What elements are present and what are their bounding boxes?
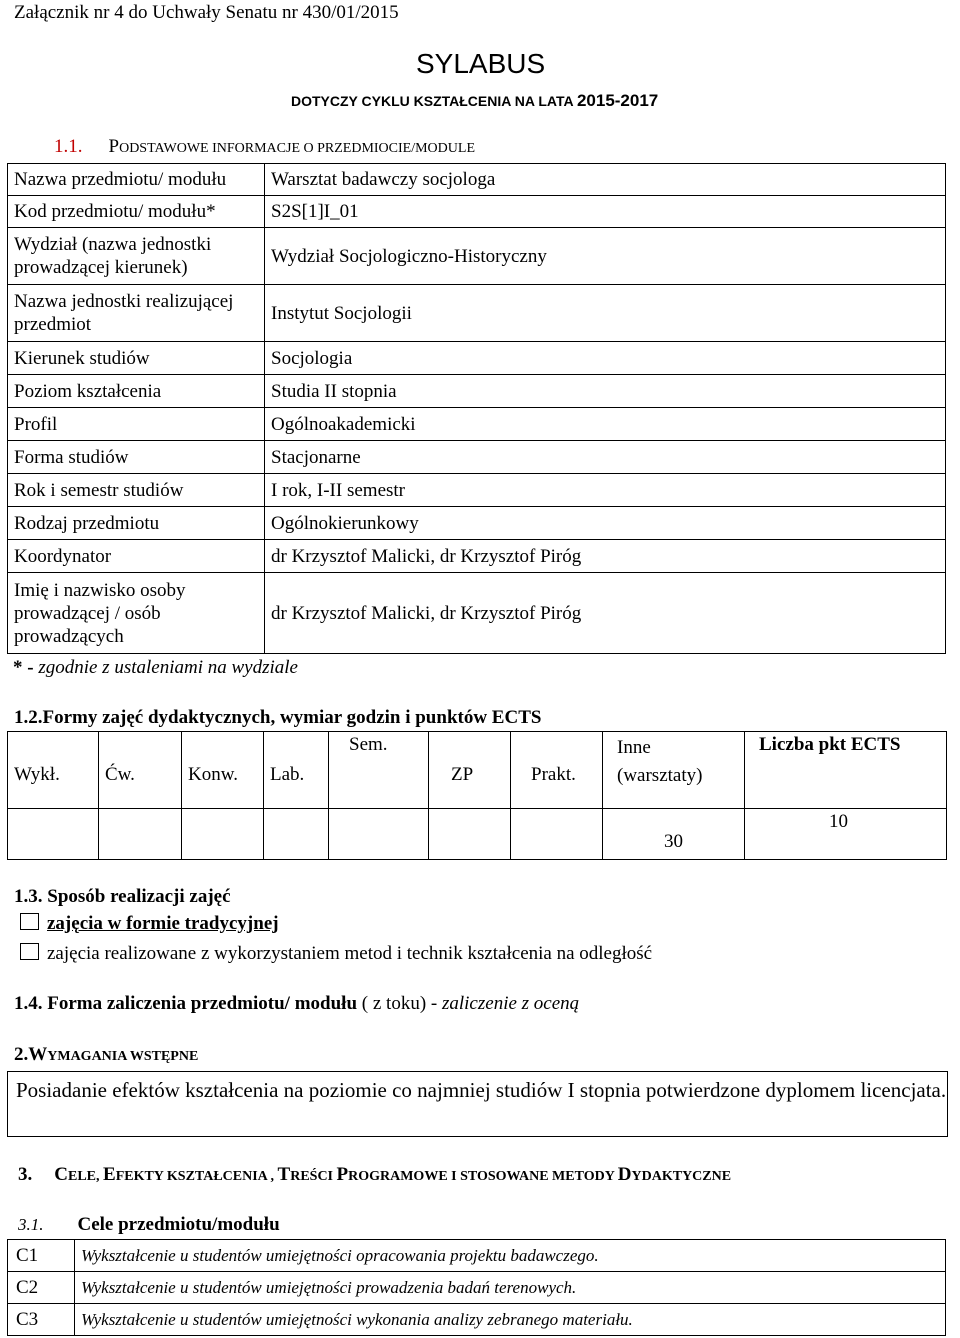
- section-1-4-value: zaliczenie z oceną: [441, 993, 580, 1014]
- section-1-4-label: 1.4. Forma zaliczenia przedmiotu/ modułu: [14, 993, 358, 1014]
- header-cell: Lab.: [264, 732, 329, 809]
- subtitle-text: DOTYCZY CYKLU KSZTAŁCENIA NA LATA: [291, 93, 577, 109]
- row-value: Studia II stopnia: [265, 375, 946, 408]
- header-cell: Konw.: [182, 732, 264, 809]
- section-1-2-heading: 1.2.Formy zajęć dydaktycznych, wymiar godzin i punktów ECTS: [14, 707, 542, 728]
- header-cell: Sem.: [329, 732, 429, 809]
- section-1-4: [14, 993, 579, 1015]
- section-title-cap: P: [108, 136, 120, 157]
- row-label: Nazwa przedmiotu/ modułu: [8, 164, 265, 196]
- row-label: Imię i nazwisko osoby prowadzącej / osób prowadzących: [8, 573, 265, 654]
- row-value: Instytut Socjologii: [265, 285, 946, 342]
- footnote: [13, 657, 298, 679]
- table-row: [8, 375, 946, 408]
- table-row: [8, 408, 946, 441]
- title-cap: E: [103, 1164, 116, 1185]
- option-label: zajęcia w formie tradycyjnej: [47, 913, 279, 934]
- table-row: [8, 285, 946, 342]
- section-title: Cele przedmiotu/modułu: [77, 1214, 280, 1235]
- hours-values-row: [8, 809, 947, 860]
- section-title-cap: W: [28, 1044, 48, 1065]
- header-cell: Liczba pkt ECTS: [745, 732, 947, 809]
- table-row: [8, 164, 946, 196]
- goals-table: [7, 1239, 946, 1336]
- goal-code: C2: [8, 1272, 75, 1304]
- section-number: 3.: [18, 1164, 33, 1185]
- table-row: [8, 573, 946, 654]
- subtitle-years: 2015-2017: [576, 91, 659, 110]
- title-smallcaps: FEKTY KSZTAŁCENIA ,: [115, 1169, 278, 1184]
- value-cell: 10: [745, 809, 947, 860]
- row-value: S2S[1]I_01: [265, 196, 946, 228]
- table-row: [8, 1272, 946, 1304]
- document-subtitle: [291, 91, 658, 111]
- table-row: [8, 441, 946, 474]
- title-smallcaps: ELE,: [67, 1169, 103, 1184]
- checkbox-icon[interactable]: [20, 943, 39, 960]
- section-title: ODSTAWOWE INFORMACJE O PRZEDMIOCIE/MODULE: [119, 141, 475, 156]
- row-label: Forma studiów: [8, 441, 265, 474]
- section-number: 1.1.: [54, 136, 83, 157]
- footnote-star: * -: [13, 657, 39, 678]
- title-smallcaps: REŚCI: [290, 1169, 337, 1184]
- table-row: [8, 474, 946, 507]
- section-3-heading: [18, 1164, 731, 1186]
- checkbox-icon[interactable]: [20, 913, 39, 930]
- title-cap: D: [617, 1164, 632, 1185]
- row-label: Rok i semestr studiów: [8, 474, 265, 507]
- value-cell: [99, 809, 182, 860]
- table-row: [8, 1240, 946, 1272]
- value-cell: [8, 809, 99, 860]
- row-value: Warsztat badawczy socjologa: [265, 164, 946, 196]
- header-cell: Prakt.: [511, 732, 603, 809]
- hours-table: [7, 731, 947, 860]
- value-cell: 30: [603, 809, 745, 860]
- title-cap: P: [336, 1164, 349, 1185]
- goal-code: C1: [8, 1240, 75, 1272]
- goal-text: Wykształcenie u studentów umiejętności prowadzenia badań terenowych.: [75, 1272, 946, 1304]
- document-title: SYLABUS: [416, 48, 546, 79]
- header-cell: Inne (warsztaty): [603, 732, 745, 809]
- title-cap: T: [277, 1164, 291, 1185]
- value-cell: [182, 809, 264, 860]
- value-cell: [329, 809, 429, 860]
- prerequisites-box: Posiadanie efektów kształcenia na poziomie co najmniej studiów I stopnia potwierdzone dyplomem licencjata.: [7, 1071, 948, 1137]
- row-value: dr Krzysztof Malicki, dr Krzysztof Piróg: [265, 540, 946, 573]
- value-cell: [511, 809, 603, 860]
- goal-code: C3: [8, 1304, 75, 1336]
- goal-text: Wykształcenie u studentów umiejętności opracowania projektu badawczego.: [75, 1240, 946, 1272]
- table-row: [8, 507, 946, 540]
- row-label: Rodzaj przedmiotu: [8, 507, 265, 540]
- row-value: I rok, I-II semestr: [265, 474, 946, 507]
- row-label: Poziom kształcenia: [8, 375, 265, 408]
- footnote-text: zgodnie z ustaleniami na wydziale: [38, 657, 298, 678]
- row-label: Wydział (nazwa jednostki prowadzącej kierunek): [8, 228, 265, 285]
- table-row: [8, 342, 946, 375]
- value-cell: [429, 809, 511, 860]
- hours-header-row: [8, 732, 947, 809]
- option-label: zajęcia realizowane z wykorzystaniem metod i technik kształcenia na odległość: [47, 943, 653, 964]
- header-cell: Wykł.: [8, 732, 99, 809]
- row-label: Nazwa jednostki realizującej przedmiot: [8, 285, 265, 342]
- row-value: Ogólnoakademicki: [265, 408, 946, 441]
- title-smallcaps: YDAKTYCZNE: [631, 1169, 732, 1184]
- section-title: [54, 1164, 731, 1185]
- table-row: [8, 1304, 946, 1336]
- section-number: 2.: [14, 1044, 29, 1065]
- row-label: Koordynator: [8, 540, 265, 573]
- header-cell: Ćw.: [99, 732, 182, 809]
- option-remote[interactable]: [20, 943, 652, 965]
- row-value: Ogólnokierunkowy: [265, 507, 946, 540]
- row-label: Kierunek studiów: [8, 342, 265, 375]
- row-value: Wydział Socjologiczno-Historyczny: [265, 228, 946, 285]
- row-value: Socjologia: [265, 342, 946, 375]
- section-number: 3.1.: [18, 1215, 44, 1234]
- row-label: Kod przedmiotu/ modułu*: [8, 196, 265, 228]
- section-title: YMAGANIA WSTĘPNE: [47, 1049, 199, 1064]
- document-header: Załącznik nr 4 do Uchwały Senatu nr 430/01/2015: [14, 2, 399, 23]
- value-cell: [264, 809, 329, 860]
- section-2-heading: [14, 1044, 198, 1066]
- row-value: Stacjonarne: [265, 441, 946, 474]
- table-row: [8, 540, 946, 573]
- row-value: dr Krzysztof Malicki, dr Krzysztof Piróg: [265, 573, 946, 654]
- basic-info-table: [7, 163, 946, 654]
- goal-text: Wykształcenie u studentów umiejętności wykonania analizy zebranego materiału.: [75, 1304, 946, 1336]
- section-1-3-heading: 1.3. Sposób realizacji zajęć: [14, 886, 231, 907]
- title-cap: C: [54, 1164, 68, 1185]
- table-row: [8, 196, 946, 228]
- section-1-4-middle: ( z toku) -: [357, 993, 442, 1014]
- title-smallcaps: ROGRAMOWE I STOSOWANE METODY: [348, 1169, 618, 1184]
- table-row: [8, 228, 946, 285]
- option-traditional[interactable]: [20, 913, 279, 935]
- row-label: Profil: [8, 408, 265, 441]
- header-cell: ZP: [429, 732, 511, 809]
- section-3-1-heading: [18, 1214, 280, 1236]
- section-1-1-heading: [54, 136, 475, 158]
